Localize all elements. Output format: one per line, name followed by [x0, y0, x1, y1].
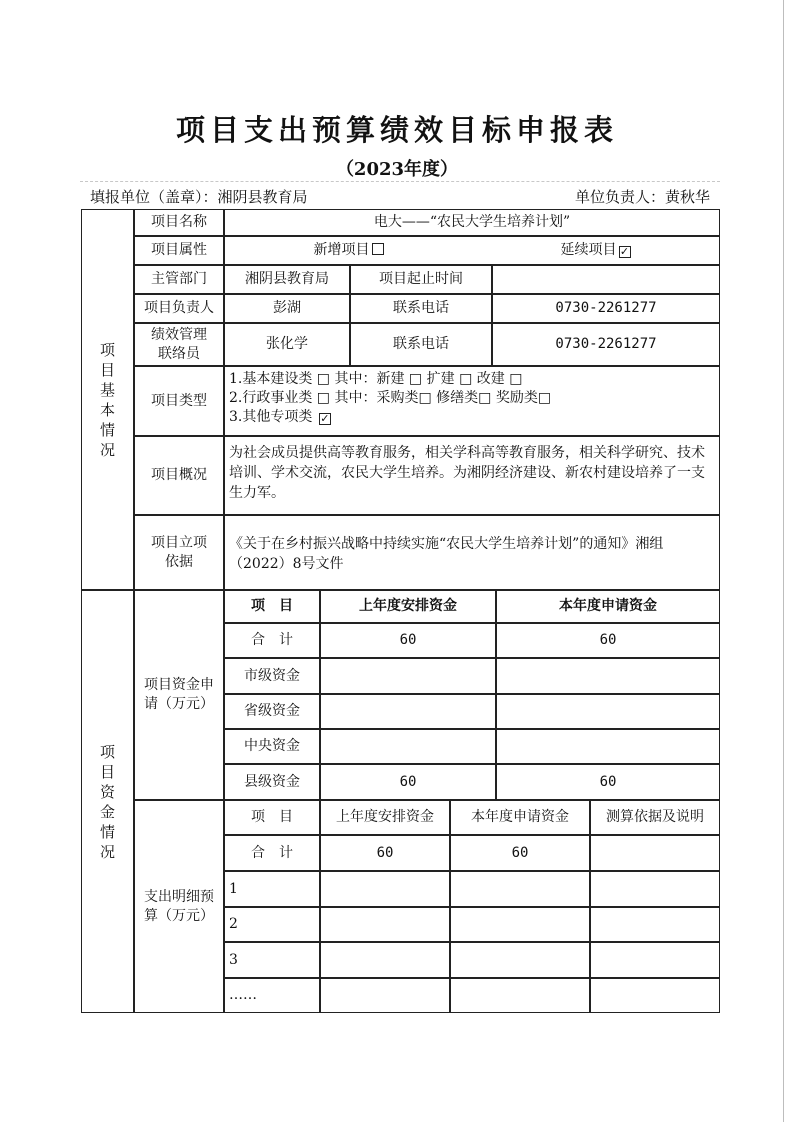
- unit-leader: 单位负责人：黄秋华: [574, 188, 710, 206]
- checkbox-new: [372, 243, 384, 255]
- detail-row-prev: [320, 942, 450, 978]
- section-funds-label: 项目资金情况: [99, 742, 115, 861]
- type-line-2: 2.行政事业类 □ 其中：采购类□ 修缮类□ 奖励类□: [229, 390, 552, 406]
- basis-label: 项目立项依据: [134, 515, 224, 590]
- contact-label: 绩效管理联络员: [134, 323, 224, 366]
- apply-row-prev: 60: [320, 623, 496, 658]
- detail-row-curr: [450, 907, 590, 942]
- budget-form-table: [82, 210, 720, 1013]
- detail-row-curr: [450, 978, 590, 1013]
- detail-col-prev: 上年度安排资金: [320, 800, 450, 835]
- detail-row-note: [590, 978, 720, 1013]
- detail-row-curr: [450, 942, 590, 978]
- detail-col-note: 测算依据及说明: [590, 800, 720, 835]
- detail-row-note: [590, 942, 720, 978]
- contact-phone: 0730-2261277: [492, 323, 720, 366]
- type-label: 项目类型: [134, 366, 224, 436]
- checkbox-continued: [619, 246, 631, 258]
- apply-row-prev: 60: [320, 764, 496, 800]
- apply-row-label: 合 计: [224, 623, 320, 658]
- apply-row-label: 县级资金: [224, 764, 320, 800]
- checkbox-other-special: [319, 413, 331, 425]
- detail-total-curr: 60: [450, 835, 590, 871]
- detail-row-prev: [320, 978, 450, 1013]
- apply-row-label: 市级资金: [224, 658, 320, 694]
- detail-row-label: 3: [224, 942, 320, 978]
- detail-total-label: 合 计: [224, 835, 320, 871]
- attr-new-label: 新增项目: [313, 242, 370, 258]
- detail-row-label: ……: [224, 978, 320, 1013]
- apply-row-prev: [320, 729, 496, 764]
- overview-label: 项目概况: [134, 436, 224, 515]
- detail-col-curr: 本年度申请资金: [450, 800, 590, 835]
- attr-cont-label: 延续项目: [560, 242, 617, 258]
- overview-text: 为社会成员提供高等教育服务，相关学科高等教育服务，相关科学研究、技术培训、学术交流，农民大学生培养。为湘阴经济建设、新农村建设培养了一支生力军。: [224, 436, 720, 515]
- apply-row-curr: [496, 658, 720, 694]
- apply-label: 项目资金申请（万元）: [134, 590, 224, 800]
- attr-cont-option: [561, 241, 631, 260]
- dept-label: 主管部门: [134, 265, 224, 294]
- form-title: 项目支出预算绩效目标申报表: [175, 113, 618, 147]
- detail-row-note: [590, 871, 720, 907]
- detail-row-note: [590, 907, 720, 942]
- apply-col-curr: 本年度申请资金: [496, 590, 720, 623]
- type-options: [224, 366, 720, 436]
- period-label: 项目起止时间: [350, 265, 492, 294]
- contact-phone-label: 联系电话: [350, 323, 492, 366]
- apply-row-curr: 60: [496, 623, 720, 658]
- section-basic: [81, 209, 134, 590]
- owner-value: 彭湖: [224, 294, 350, 323]
- type-line-1: 1.基本建设类 □ 其中：新建 □ 扩建 □ 改建 □: [229, 371, 523, 387]
- type-line-3-label: 3.其他专项类: [229, 409, 313, 425]
- detail-row-curr: [450, 871, 590, 907]
- owner-phone: 0730-2261277: [492, 294, 720, 323]
- apply-col-item: 项 目: [224, 590, 320, 623]
- detail-col-item: 项 目: [224, 800, 320, 835]
- apply-row-curr: [496, 729, 720, 764]
- type-line-3: [229, 408, 715, 427]
- apply-row-curr: [496, 694, 720, 729]
- filing-unit: 填报单位（盖章）：湘阴县教育局: [90, 188, 308, 206]
- apply-row-prev: [320, 694, 496, 729]
- owner-label: 项目负责人: [134, 294, 224, 323]
- apply-row-label: 中央资金: [224, 729, 320, 764]
- owner-phone-label: 联系电话: [350, 294, 492, 323]
- section-funds: [81, 590, 134, 1013]
- section-basic-label: 项目基本情况: [99, 340, 115, 459]
- detail-row-label: 2: [224, 907, 320, 942]
- divider: [80, 181, 720, 182]
- attr-label: 项目属性: [134, 236, 224, 265]
- contact-value: 张化学: [224, 323, 350, 366]
- detail-total-note: [590, 835, 720, 871]
- apply-row-label: 省级资金: [224, 694, 320, 729]
- name-label: 项目名称: [134, 209, 224, 236]
- form-year: （2023年度）: [335, 159, 459, 180]
- detail-total-prev: 60: [320, 835, 450, 871]
- basis-text: 《关于在乡村振兴战略中持续实施“农民大学生培养计划”的通知》湘组（2022）8号文件: [224, 515, 720, 590]
- apply-row-prev: [320, 658, 496, 694]
- dept-value: 湘阴县教育局: [224, 265, 350, 294]
- period-value: [492, 265, 720, 294]
- name-value: 电大——“农民大学生培养计划”: [224, 209, 720, 236]
- apply-row-curr: 60: [496, 764, 720, 800]
- detail-row-label: 1: [224, 871, 320, 907]
- attr-new-option: [314, 241, 384, 260]
- apply-col-prev: 上年度安排资金: [320, 590, 496, 623]
- attr-value: [224, 236, 720, 265]
- detail-label: 支出明细预算（万元）: [134, 800, 224, 1013]
- detail-row-prev: [320, 871, 450, 907]
- detail-row-prev: [320, 907, 450, 942]
